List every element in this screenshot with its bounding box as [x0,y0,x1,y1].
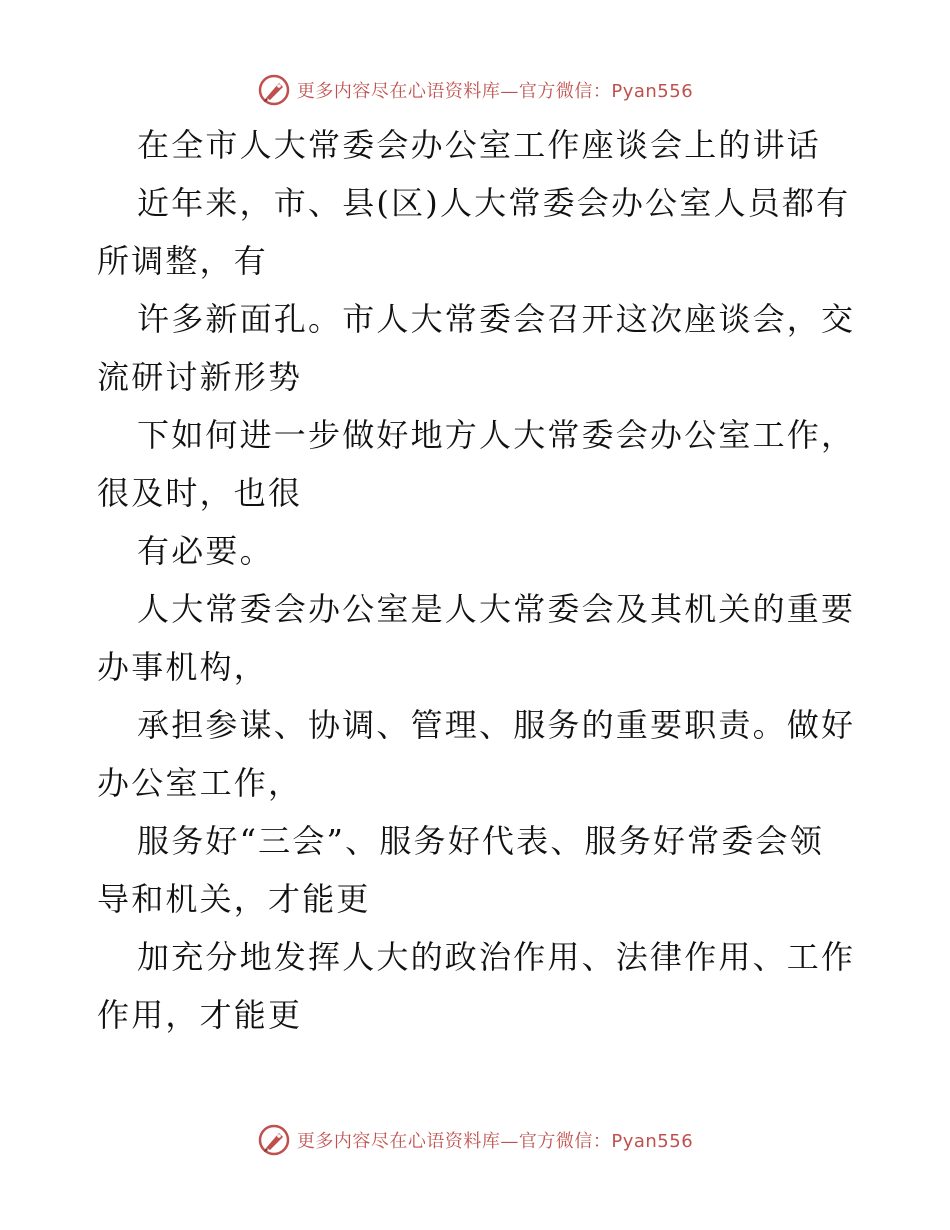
paragraph: 加充分地发挥人大的政治作用、法律作用、工作作用，才能更 [97,938,856,1034]
watermark-text: 更多内容尽在心语资料库—官方微信：Pyan556 [296,1131,694,1152]
document-body [97,116,857,1044]
watermark-text: 更多内容尽在心语资料库—官方微信：Pyan556 [296,81,694,102]
paragraph: 下如何进一步做好地方人大常委会办公室工作，很及时，也很 [97,416,856,512]
pen-nib-logo-icon [257,1123,291,1157]
paragraph: 近年来，市、县(区)人大常委会办公室人员都有所调整，有 [97,184,851,280]
paragraph: 服务好“三会”、服务好代表、服务好常委会领导和机关，才能更 [97,822,824,918]
watermark-wechat-handle: Pyan556 [611,1131,694,1152]
watermark-wechat-handle: Pyan556 [611,81,694,102]
paragraph: 承担参谋、协调、管理、服务的重要职责。做好办公室工作， [97,706,856,802]
paragraph: 人大常委会办公室是人大常委会及其机关的重要办事机构， [97,590,856,686]
document-title: 在全市人大常委会办公室工作座谈会上的讲话 [137,126,822,164]
paragraph: 许多新面孔。市人大常委会召开这次座谈会，交流研讨新形势 [97,300,856,396]
footer-watermark-banner [0,1120,950,1160]
paragraph: 有必要。 [137,532,274,570]
header-watermark-banner [0,70,950,110]
pen-nib-logo-icon [257,73,291,107]
